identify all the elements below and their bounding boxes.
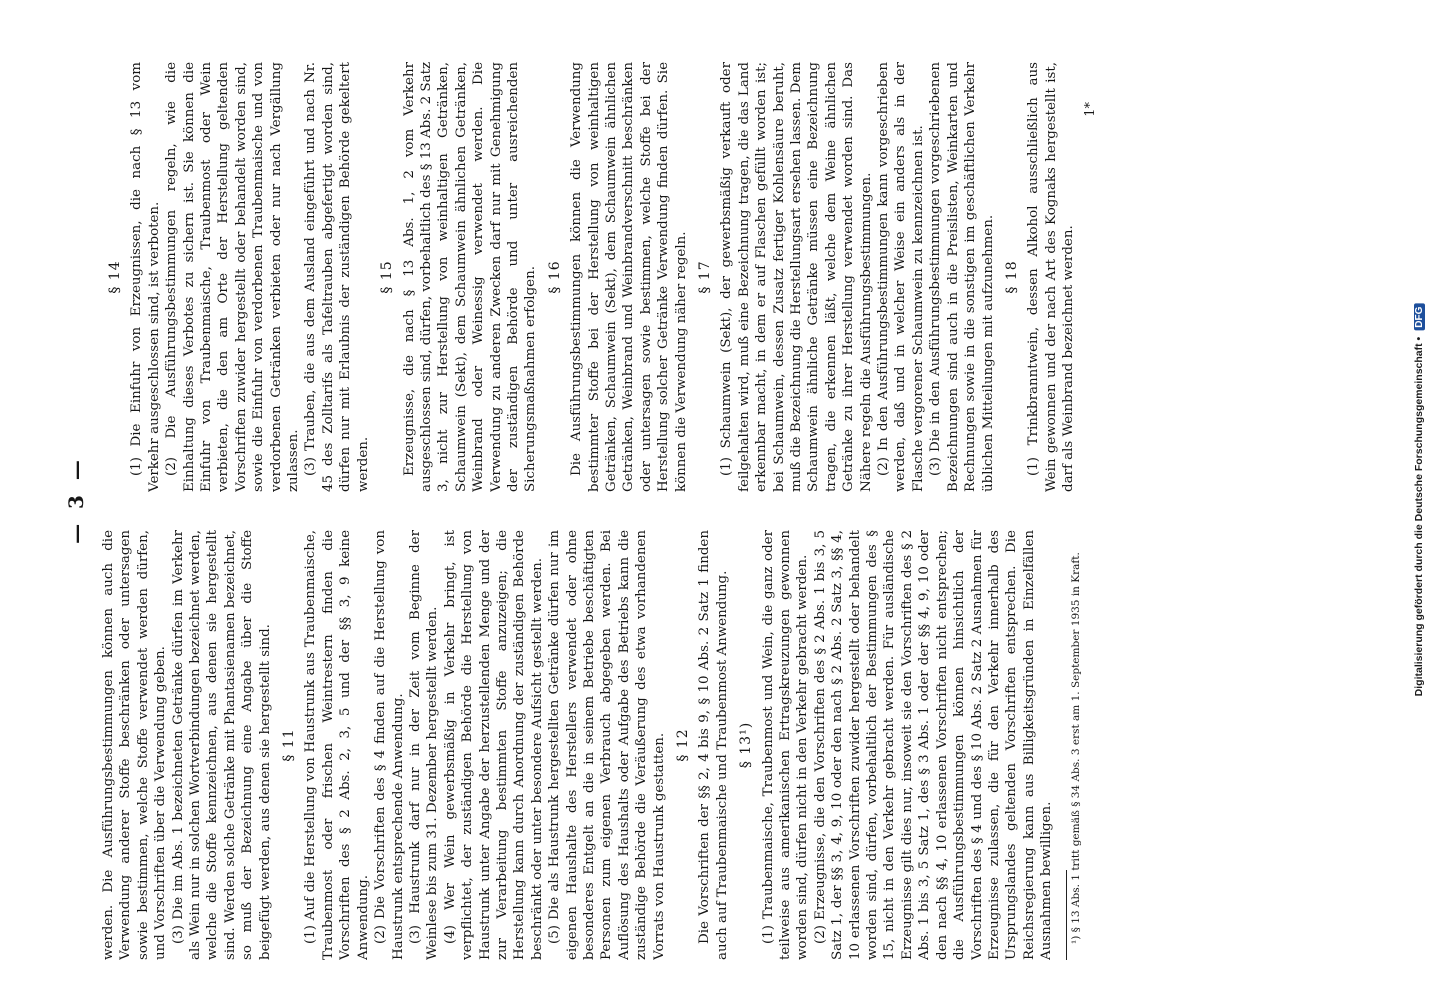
footnote-divider: [1066, 870, 1067, 960]
paragraph: (3) Die im Abs. 1 bezeichneten Getränke dürfen im Verkehr als Wein nur in solchen Wortverbindungen bezeichnet werden, welche die Stoffe kennzeichnen, aus denen sie hergestellt sind. Werden solche Getränke mit Phantasienamen bezeichnet, so muß der Bezeichnung eine Angabe über die Stoffe beigefügt werden, aus denen sie hergestellt sind.: [170, 530, 273, 960]
paragraph: (1) Schaumwein (Sekt), der gewerbsmäßig verkauft oder feilgehalten wird, muß eine Bezeichnung tragen, die das Land erkennbar macht, in dem er auf Flaschen gefüllt worden ist; bei Schaumwein, dessen Zusatz fertiger Kohlensäure beruht, muß die Bezeichnung die Herstellungsart ersehen lassen. Dem Schaumwein ähnliche Getränke müssen eine Bezeichnung tragen, die erkennen läßt, welche dem Weine ähnlichen Getränke zu ihrer Herstellung verwendet worden sind. Das Nähere regeln die Ausführungsbestimmungen.: [719, 62, 874, 492]
paragraph: (2) Die Ausführungsbestimmungen regeln, wie die Einhaltung dieses Verbotes zu sichern ist. Sie können die Einfuhr von Traubenmaische, Traubenmost oder Wein verbieten, die den am Orte der Herstellung geltenden Vorschriften zuwider hergestellt oder behandelt worden sind, sowie die Einfuhr von verdorbenen Traubenmaische und von verdorbenen Getränken verbieten oder nur nach Vergällung zulassen.: [164, 62, 302, 492]
footnote: ¹) § 13 Abs. 1 tritt gemäß § 34 Abs. 3 erst am 1. September 1935 in Kraft.: [1069, 552, 1082, 944]
paragraph: (3) Die in den Ausführungsbestimmungen vorgeschriebenen Bezeichnungen sind auch in die Preislisten, Weinkarten und Rechnungen sowie in die sonstigen im geschäftlichen Verkehr üblichen Mitteilungen mit aufzunehmen.: [928, 62, 996, 492]
paragraph: (3) Trauben, die aus dem Ausland eingeführt und nach Nr. 45 des Zolltarifs als Tafeltrauben abgefertigt worden sind, dürfen nur mit Erlaubnis der zuständigen Behörde gekeltert werden.: [303, 62, 371, 492]
paragraph: Erzeugnisse, die nach § 13 Abs. 1, 2 vom Verkehr ausgeschlossen sind, dürfen, vorbehaltlich des § 13 Abs. 2 Satz 3, nicht zur Herstellung von weinhaltigen Getränken, Schaumwein (Sekt), dem Schaumwein ähnlichen Getränken, Weinbrand oder Weinessig verwendet werden. Die Verwendung zu anderen Zwecken darf nur mit Genehmigung der zuständigen Behörde und unter ausreichenden Sicherungsmaßnahmen erfolgen.: [401, 62, 539, 492]
section-heading: § 11: [281, 728, 298, 762]
digitization-credit: [1404, 0, 1434, 1000]
signature-mark: 1*: [1082, 102, 1098, 117]
paragraph: (1) Traubenmaische, Traubenmost und Wein, die ganz oder teilweise aus amerikanischen Ertragskreuzungen gewonnen worden sind, dürfen nicht in den Verkehr gebracht werden.: [760, 530, 811, 960]
section-heading: § 18: [1003, 260, 1020, 294]
section-heading: § 12: [675, 728, 691, 762]
paragraph: Die Vorschriften der §§ 2, 4 bis 9, § 10 Abs. 2 Satz 1 finden auch auf Traubenmaische und Traubenmost Anwendung.: [697, 530, 730, 960]
rotated-page-content: [60, 40, 1360, 960]
paragraph: (1) Auf die Herstellung von Haustrunk aus Traubenmaische, Traubenmost oder frischen Weintrestern finden die Vorschriften des § 2 Abs. 2, 3, 5 und der §§ 3, 9 keine Anwendung.: [303, 530, 371, 960]
paragraph: Die Ausführungsbestimmungen können die Verwendung bestimmter Stoffe bei der Herstellung von weinhaltigen Getränken, Schaumwein (Sekt), dem Schaumwein ähnlichen Getränken, Weinbrand und Weinbrandverschnitt beschränken oder untersagen sowie bestimmen, welche Stoffe bei der Herstellung solcher Getränke Verwendung finden dürfen. Sie können die Verwendung näher regeln.: [569, 62, 689, 492]
paragraph: (3) Haustrunk darf nur in der Zeit vom Beginne der Weinlese bis zum 31. Dezember hergestellt werden.: [407, 530, 441, 960]
section-heading: § 17: [697, 260, 713, 294]
credit-text: Digitalisierung gefördert durch die Deutsche Forschungsgemeinschaft •: [1413, 336, 1425, 697]
paragraph: (2) In den Ausführungsbestimmungen kann vorgeschrieben werden, daß und in welcher Weise ein anders als in der Flasche vergorener Schaumwein zu kennzeichnen ist.: [876, 62, 926, 492]
paragraph: (5) Die als Haustrunk hergestellten Getränke dürfen nur im eigenen Haushalte des Herstellers verwendet oder ohne besonderes Entgelt an die in seinem Betriebe beschäftigten Personen zum eigenen Verbrauch abgegeben werden. Bei Auflösung des Haushalts oder Aufgabe des Betriebs kann die zuständige Behörde die Veräußerung des etwa vorhandenen Vorrats von Haustrunk gestatten.: [547, 530, 667, 960]
credit-line: [1413, 304, 1425, 697]
right-column: [100, 62, 1330, 492]
section-heading: § 16: [546, 260, 563, 294]
scanned-page: [40, 18, 1380, 982]
section-heading: § 14: [107, 260, 123, 294]
section-heading: § 13¹): [738, 721, 755, 769]
paragraph: (1) Die Einfuhr von Erzeugnissen, die nach § 13 vom Verkehr ausgeschlossen sind, ist verboten.: [129, 62, 162, 492]
left-column: [100, 530, 1330, 960]
paragraph: (2) Die Vorschriften des § 4 finden auf die Herstellung von Haustrunk entsprechende Anwendung.: [373, 530, 406, 960]
page-number: — 3 —: [64, 456, 88, 544]
paragraph: werden. Die Ausführungsbestimmungen können auch die Verwendung anderer Stoffe beschränken oder untersagen sowie bestimmen, welche Stoffe verwendet werden dürfen, und Vorschriften über die Verwendung geben.: [101, 530, 169, 960]
dfg-logo-icon: DFG: [1414, 304, 1425, 331]
paragraph: (2) Erzeugnisse, die den Vorschriften des § 2 Abs. 1 bis 3, 5 Satz 1, der §§ 3, 4, 9, 10 oder den nach § 2 Abs. 2 Satz 3, §§ 4, 10 erlassenen Vorschriften zuwider hergestellt oder behandelt worden sind, dürfen, vorbehaltlich der Bestimmungen des § 15, nicht in den Verkehr gebracht werden. Für ausländische Erzeugnisse gilt dies nur, insoweit sie den Vorschriften des § 2 Abs. 1 bis 3, 5 Satz 1, des § 3 Abs. 1 oder der §§ 4, 9, 10 oder den nach §§ 4, 10 erlassenen Vorschriften nicht entsprechen; die Ausführungsbestimmungen können hinsichtlich der Vorschriften des § 4 und des § 10 Abs. 2 Satz 2 Ausnahmen für Erzeugnisse zulassen, die für den Verkehr innerhalb des Ursprungslandes geltenden Vorschriften entsprechen. Die Reichsregierung kann aus Billigkeitsgründen in Einzelfällen Ausnahmen bewilligen.: [812, 530, 1055, 960]
section-heading: § 15: [379, 260, 396, 294]
paragraph: (1) Trinkbranntwein, dessen Alkohol ausschließlich aus Wein gewonnen und der nach Art des Kognaks hergestellt ist, darf als Weinbrand bezeichnet werden.: [1026, 62, 1077, 492]
paragraph: (4) Wer Wein gewerbsmäßig in Verkehr bringt, ist verpflichtet, der zuständigen Behörde die Herstellung von Haustrunk unter Angabe der herzustellenden Menge und der zur Verarbeitung bestimmten Stoffe anzuzeigen; die Herstellung kann durch Anordnung der zuständigen Behörde beschränkt oder unter besondere Aufsicht gestellt werden.: [442, 530, 545, 960]
